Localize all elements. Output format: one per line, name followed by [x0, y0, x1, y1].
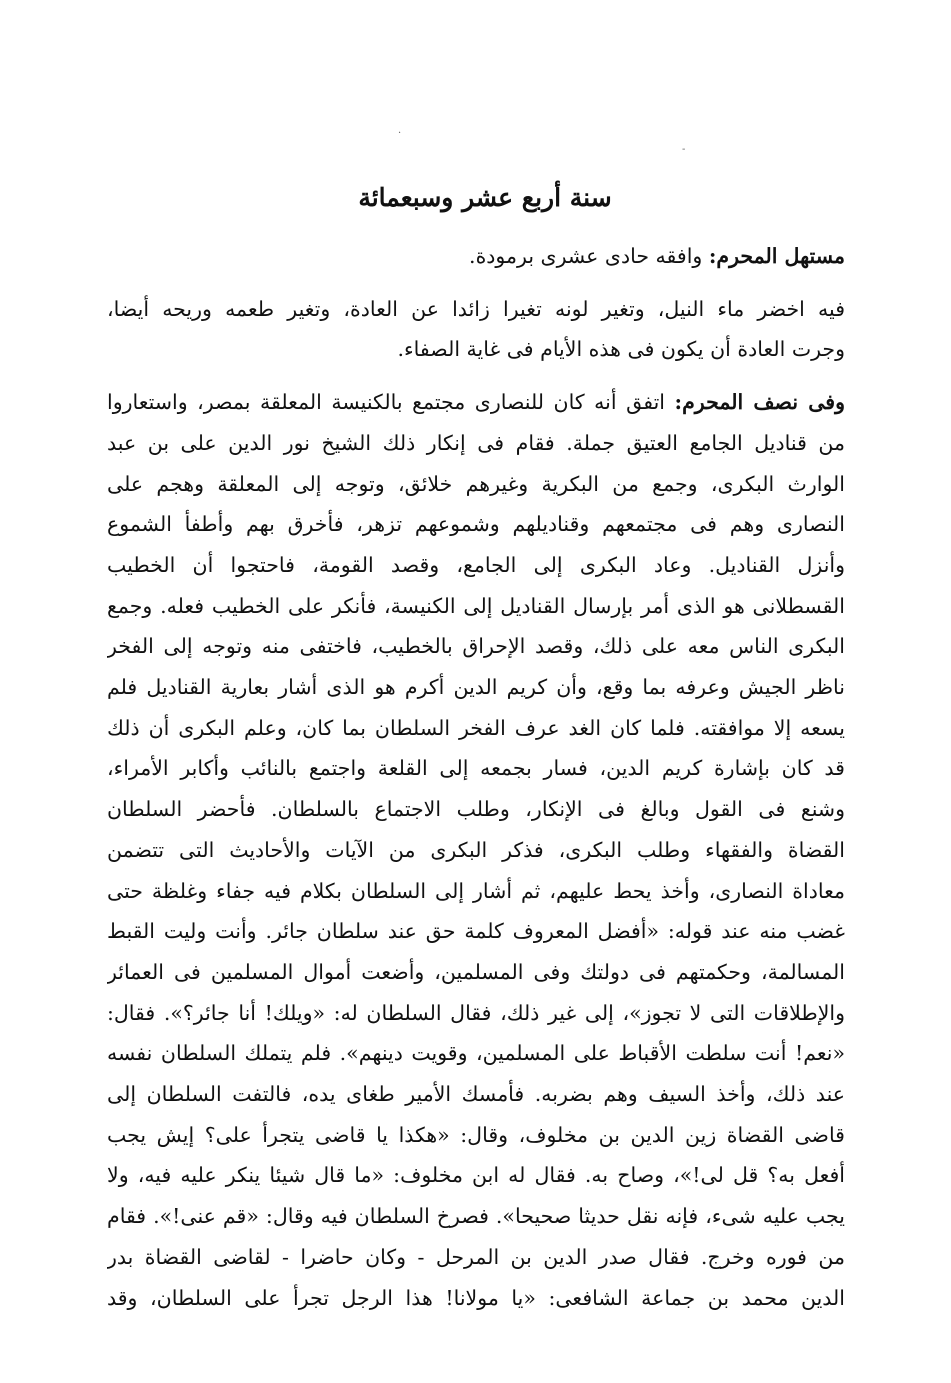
paragraph-3 — [107, 382, 867, 1318]
text-line: النصارى وهم فى مجتمعهم وقناديلهم وشموعهم تزهر، فأخرق بهم وأطفأ الشموع — [107, 512, 845, 537]
text-line: البكرى الناس معه على ذلك، وقصد الإحراق بالخطيب، فاختفى منه وتوجه إلى الفخر — [107, 634, 845, 659]
paragraph-1 — [107, 236, 867, 277]
text-line: معاداة النصارى، وأخذ يحط عليهم، ثم أشار إلى السلطان بكلام فيه جفاء وغلظة حتى — [107, 878, 845, 903]
text-line: عند ذلك، وأخذ السيف وهم بضربه. فأمسك الأمير طغاى يده، فالتفت السلطان إلى — [107, 1082, 845, 1107]
text-line: يجب عليه شىء، فإنه نقل حديثا صحيحا». فصرخ السلطان فيه وقال: «قم عنى!». فقام — [107, 1204, 845, 1229]
text-line: أفعل به؟ قل لى!»، وصاح به. فقال له ابن مخلوف: «ما قال شيئا ينكر عليه فيه، ولا — [107, 1163, 845, 1188]
text-line: قاضى القضاة زين الدين بن مخلوف، وقال: «هكذا يا قاضى يتجرأ على؟ إيش يجب — [107, 1122, 845, 1147]
paragraph-lead: وفى نصف المحرم: — [674, 390, 845, 415]
text-line: القسطلانى هو الذى أمر بإرسال القناديل إلى الكنيسة، فأنكر على الخطيب فعله. وجمع — [107, 593, 845, 618]
text-line: من قناديل الجامع العتيق جملة. فقام فى إنكار ذلك الشيخ نور الدين على بن عبد — [107, 430, 845, 455]
section-title: سنة أربع عشر وسبعمائة — [358, 183, 612, 212]
text-line: الدين محمد بن جماعة الشافعى: «يا مولانا! هذا الرجل تجرأ على السلطان، وقد — [107, 1285, 845, 1310]
text-line: مستهل المحرم: وافقه حادى عشرى برمودة. — [469, 244, 845, 268]
page-speck: - — [682, 144, 686, 155]
text-line: وفى نصف المحرم: اتفق أنه كان للنصارى مجتمع بالكنيسة المعلقة بمصر، واستعاروا — [107, 390, 845, 415]
body-text — [107, 236, 867, 1318]
page-speck: · — [398, 128, 402, 139]
paragraph-2 — [107, 289, 867, 370]
text-line: المسالمة، وحكمتهم فى دولتك وفى المسلمين، وأضعت أموال المسلمين فى العمائر — [107, 959, 845, 984]
text-line: من فوره وخرج. فقال صدر الدين بن المرحل - وكان حاضرا - لقاضى القضاة بدر — [107, 1244, 845, 1269]
text-line: ناظر الجيش وعرفه بما وقع، وأن كريم الدين أكرم هو الذى أشار بعارية القناديل فلم — [107, 675, 845, 700]
text-line: وجرت العادة أن يكون فى هذه الأيام فى غاية الصفاء. — [397, 337, 845, 362]
text-line: فيه اخضر ماء النيل، وتغير لونه تغيرا زائدا عن العادة، وتغير طعمه وريحه أيضا، — [107, 296, 845, 321]
text-line: وأنزل القناديل. وعاد البكرى إلى الجامع، وقصد القومة، فاحتجوا أن الخطيب — [107, 552, 845, 577]
text-line: يسعه إلا موافقته. فلما كان الغد عرف الفخر السلطان بما كان، وعلم البكرى أن ذلك — [107, 715, 845, 740]
text-line: والإطلاقات التى لا تجوز»، إلى غير ذلك، فقال السلطان له: «ويلك! أنا جائر؟». فقال: — [107, 1000, 845, 1025]
text-line: وشنع فى القول وبالغ فى الإنكار، وطلب الاجتماع بالسلطان. فأحضر السلطان — [107, 797, 845, 822]
text-line: «نعم! أنت سلطت الأقباط على المسلمين، وقويت دينهم». فلم يتملك السلطان نفسه — [107, 1041, 845, 1066]
text-line: غضب منه عند قوله: «أفضل المعروف كلمة حق عند سلطان جائر. وأنت وليت القبط — [107, 919, 845, 944]
text-line: قد كان بإشارة كريم الدين، فسار بجمعه إلى القلعة واجتمع بالنائب وأكابر الأمراء، — [107, 756, 845, 781]
paragraph-lead: مستهل المحرم: — [708, 244, 845, 268]
text-line: القضاة والفقهاء وطلب البكرى، فذكر البكرى من الآيات والأحاديث التى تتضمن — [107, 837, 845, 862]
text-line: الوارث البكرى، وجمع من البكرية وغيرهم خلائق، وتوجه إلى المعلقة وهجم على — [107, 471, 845, 496]
